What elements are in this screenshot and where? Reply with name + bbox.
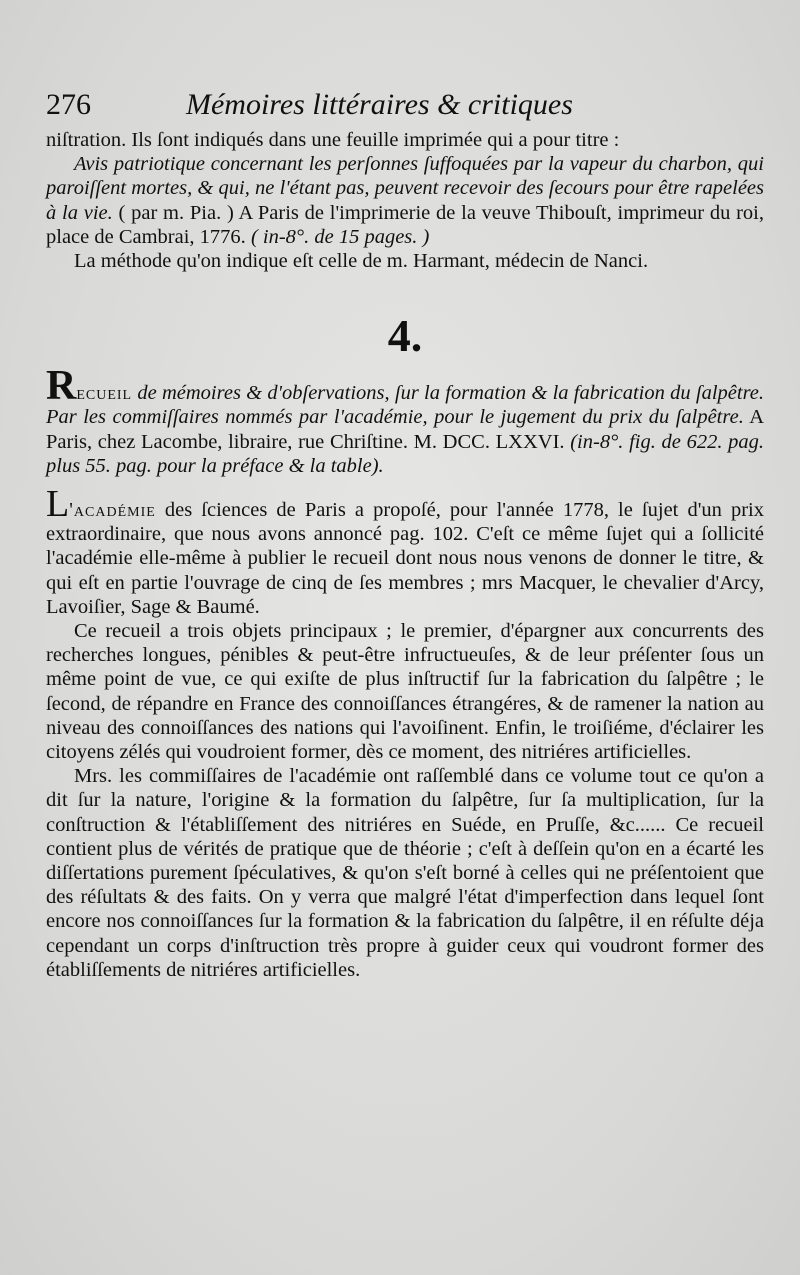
pamphlet-author: ( par m. Pia. ): [118, 201, 234, 224]
body-dropcap: L: [46, 483, 70, 526]
spacer: [46, 478, 764, 494]
page-header: [46, 88, 764, 128]
book-title-entry: [46, 363, 765, 478]
page-number: 276: [46, 88, 91, 121]
running-title: Mémoires littéraires & critiques: [186, 88, 573, 121]
pamphlet-format: ( in-8°. de 15 pages. ): [250, 225, 430, 248]
title-caps: ecueil: [76, 382, 133, 405]
intro-paragraph-3: La méthode qu'on indique eſt celle de m. Harmant, médecin de Nanci.: [74, 250, 649, 273]
body-paragraph-1: [46, 483, 765, 619]
book-title: de mémoires & d'obſervations, ſur la formation & la fabrication du ſalpêtre. Par les commiſſaires nommés par l'académie, pour le jugement du prix du ſalpêtre.: [46, 382, 765, 429]
body-paragraph-1-text: des ſciences de Paris a propoſé, pour l'année 1778, le ſujet d'un prix extraordinaire, que nous avons annoncé pag. 102. C'eſt ce même ſujet qui a ſollicité l'académie elle-même à publier le recueil dont nous nous venons de donner le titre, & qui eſt en partie l'ouvrage de cinq de ſes membres ; mrs Macquer, le chevalier d'Arcy, Lavoiſier, Sage & Baumé.: [46, 499, 765, 618]
title-dropcap: R: [46, 363, 77, 410]
book-imprint: A Paris, chez Lacombe, libraire, rue Chriſtine. M. DCC. LXXVI.: [46, 406, 764, 453]
intro-paragraph-1: niſtration. Ils ſont indiqués dans une feuille imprimée qui a pour titre :: [46, 129, 620, 151]
page-content: [46, 88, 764, 982]
body-caps: 'académie: [69, 499, 156, 522]
intro-paragraph-2: [46, 152, 764, 249]
pamphlet-imprint: A Paris de l'imprimerie de la veuve Thibouſt, imprimeur du roi, place de Cambrai, 1776.: [46, 201, 764, 248]
body-paragraph-2: Ce recueil a trois objets principaux ; le premier, d'épargner aux concurrents des recherches longues, pénibles & peut-être infructueuſes, & de leur préſenter ſous un même point de vue, ce qui exiſte de plus inſtructif ſur la fabrication du ſalpêtre ; le ſecond, de répandre en France des connoiſſances étrangéres, & de ramener la nation au niveau des connoiſſances des nations qui l'avoiſinent. Enfin, le troiſiéme, d'éclairer les citoyens zélés qui voudroient former, dès ce moment, des nitriéres artificielles.: [46, 620, 764, 764]
body-paragraph-3: Mrs. les commiſſaires de l'académie ont raſſemblé dans ce volume tout ce qu'on a dit ſur la nature, l'origine & la formation du ſalpêtre, ſur ſa multiplication, ſur la conſtruction & l'établiſſement des nitriéres en Suéde, en Pruſſe, &c...... Ce recueil contient plus de vérités de pratique que de théorie ; c'eſt à deſſein qu'on en a écarté les diſſertations purement ſpéculatives, & qu'on s'eſt borné à celles qui ne préſentoient que des réſultats & des faits. On y verra que malgré l'état d'imperfection dans lequel ſont encore nos connoiſſances ſur la formation & la fabrication du ſalpêtre, il en réſulte déja cependant un corps d'inſtruction très propre à guider ceux qui voudront former des établiſſements de nitriéres artificielles.: [46, 765, 764, 981]
book-format: (in-8°. fig. de 622. pag. plus 55. pag. pour la préface & la table).: [46, 430, 765, 477]
pamphlet-title: Avis patriotique concernant les perſonnes ſuffoquées par la vapeur du charbon, qui paroiſſent mortes, & qui, ne l'étant pas, peuvent recevoir des ſecours pour être rapelées à la vie.: [46, 153, 764, 224]
section-number: 4.: [387, 310, 423, 362]
